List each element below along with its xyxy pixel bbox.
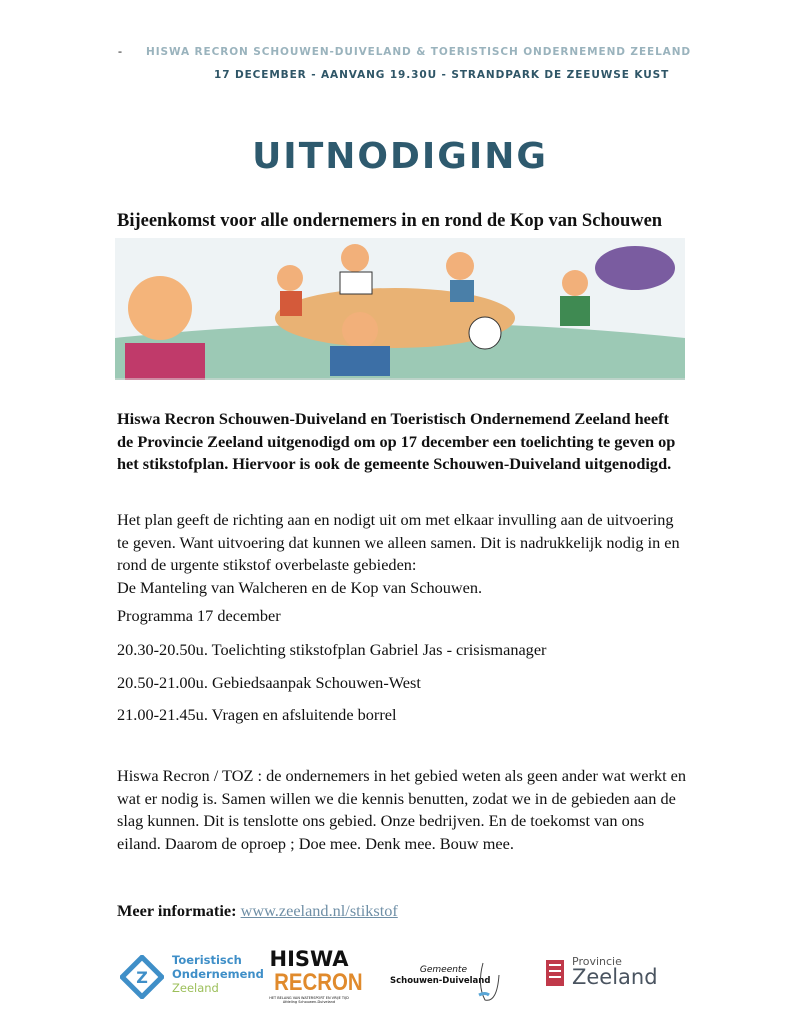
more-info-link[interactable]: www.zeeland.nl/stikstof — [240, 901, 398, 920]
hiswa-recron-logo — [268, 947, 363, 1004]
provincie-line2: Zeeland — [572, 965, 658, 989]
hiswa-text: HISWA — [269, 947, 349, 971]
toz-line2: Ondernemend — [172, 967, 264, 981]
svg-text:Z: Z — [136, 968, 148, 987]
program-item: 20.30-20.50u. Toelichting stikstofplan Gabriel Jas - crisismanager — [117, 640, 547, 659]
meeting-illustration — [115, 238, 685, 380]
header-organizers: HISWA RECRON SCHOUWEN-DUIVELAND & TOERISTISCH ONDERNEMEND ZEELAND — [146, 46, 692, 58]
provincie-line1: Provincie — [572, 955, 622, 968]
plan-paragraph — [117, 509, 687, 599]
toz-line1: Toeristisch — [172, 953, 242, 967]
more-info — [117, 901, 398, 921]
toz-z-icon — [120, 955, 164, 999]
program-item: 20.50-21.00u. Gebiedsaanpak Schouwen-West — [117, 673, 421, 692]
gemeente-line1: Gemeente — [419, 965, 467, 975]
program-heading: Programma 17 december — [117, 606, 281, 625]
program-item: 21.00-21.45u. Vragen en afsluitende borrel — [117, 705, 397, 724]
zeeland-lion-icon — [543, 957, 567, 989]
plan-areas: De Manteling van Walcheren en de Kop van Schouwen. — [117, 577, 483, 597]
hiswa-afdeling: Afdeling Schouwen-Duiveland — [282, 1000, 336, 1004]
plan-text: Het plan geeft de richting aan en nodigt uit om met elkaar invulling aan de uitvoering te geven. Want uitvoering dat kunnen we alleen samen. Dit is nadrukkelijk nodig in en rond de urgente stikstof overbelaste gebieden: — [117, 510, 680, 574]
gemeente-line2: Schouwen-Duiveland — [390, 976, 491, 986]
bullet-dash: - — [118, 44, 122, 58]
page-title: UITNODIGING — [252, 136, 548, 177]
hiswa-tagline: HET BELANG VAN WATERSPORT EN VRIJE TIJD — [269, 996, 349, 1000]
more-info-label: Meer informatie: — [117, 901, 237, 920]
subtitle: Bijeenkomst voor alle ondernemers in en rond de Kop van Schouwen — [117, 211, 663, 231]
recron-text: RECRON — [274, 969, 363, 996]
call-to-action-paragraph: Hiswa Recron / TOZ : de ondernemers in het gebied weten als geen ander wat werkt en wat er nodig is. Samen willen we die kennis benutten, zodat we in de gebieden aan de slag kunnen. Dit is tenslotte ons gebied. Onze bedrijven. En de toekomst van ons eiland. Daarom de oproep ; Doe mee. Denk mee. Bouw mee. — [117, 766, 687, 853]
gemeente-logo — [390, 955, 505, 1005]
gemeente-emblem-icon — [475, 955, 505, 1005]
header-date-location: 17 DECEMBER - AANVANG 19.30U - STRANDPARK DE ZEEUWSE KUST — [214, 69, 670, 81]
toz-line3: Zeeland — [172, 981, 219, 995]
intro-paragraph: Hiswa Recron Schouwen-Duiveland en Toeristisch Ondernemend Zeeland heeft de Provincie Zeeland uitgenodigd om op 17 december een toelichting te geven op het stikstofplan. Hiervoor is ook de gemeente Schouwen-Duiveland uitgenodigd. — [117, 409, 676, 473]
